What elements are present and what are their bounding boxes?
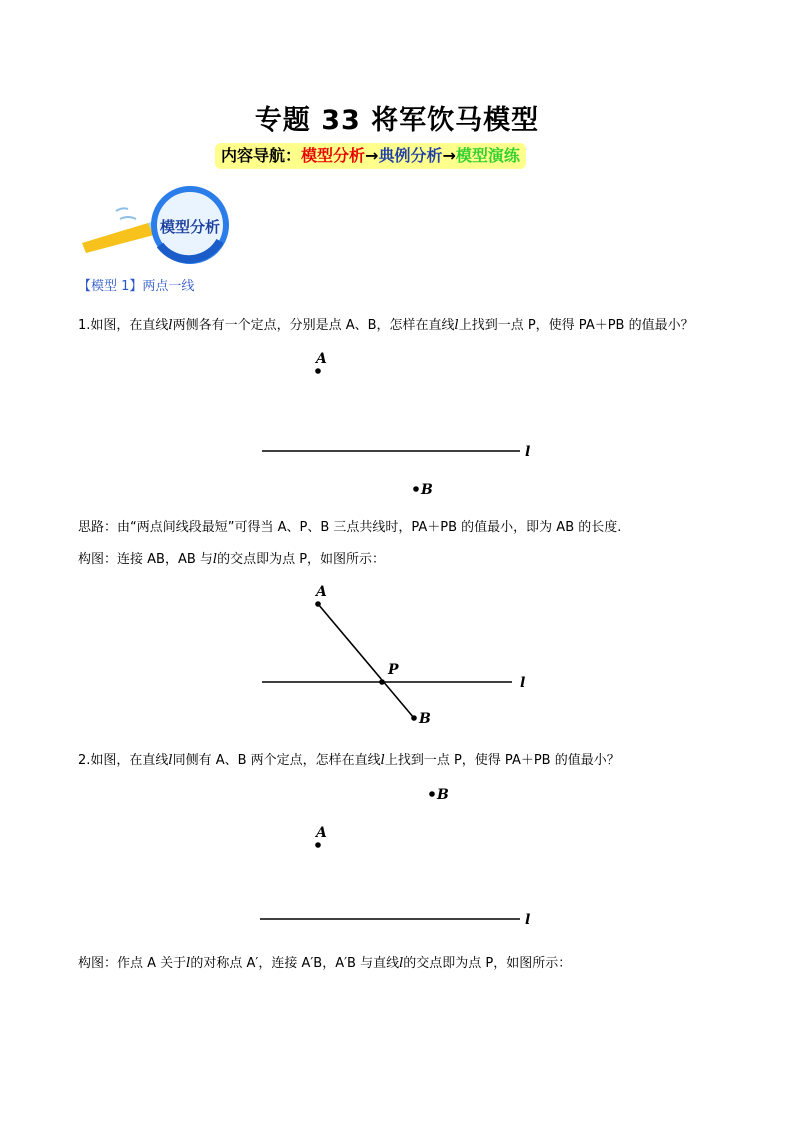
construction-1: 构图：连接 AB，AB 与l的交点即为点 P，如图所示：: [78, 552, 386, 567]
label-b: B: [421, 482, 433, 498]
label-a: A: [316, 351, 327, 367]
label-l: l: [525, 444, 531, 460]
segment-ab: [318, 604, 414, 718]
content-navigation: [215, 143, 526, 169]
page-title: 专题 33 将军饮马模型: [254, 105, 540, 136]
nav-item-model-analysis: 模型分析: [301, 146, 366, 165]
thought-text: 思路：由“两点间线段最短”可得当 A、P、B 三点共线时，PA＋PB 的值最小，即为 AB 的长度.: [78, 520, 622, 535]
figure-1: [250, 345, 550, 505]
construction-2: 构图：作点 A 关于l的对称点 A′，连接 A′B，A′B 与直线l的交点即为点 P，如图所示：: [78, 956, 572, 971]
point-b: [413, 486, 419, 492]
point-p: [379, 679, 385, 685]
label-b: B: [419, 711, 431, 727]
label-a: A: [316, 825, 327, 841]
nav-item-model-practice: 模型演练: [455, 146, 520, 165]
point-a: [315, 368, 321, 374]
label-l: l: [525, 912, 531, 928]
badge-label: 模型分析: [159, 218, 221, 236]
model-1-label: 【模型 1】两点一线: [78, 279, 195, 294]
nav-prefix: 内容导航：: [221, 146, 302, 165]
nav-arrow: →: [442, 146, 456, 165]
figure-3: [250, 780, 550, 940]
label-a: A: [316, 584, 327, 600]
label-b: B: [437, 787, 449, 803]
point-b: [429, 791, 435, 797]
nav-item-example-analysis: 典例分析: [378, 146, 443, 165]
question-2: 2.如图，在直线l同侧有 A、B 两个定点，怎样在直线l上找到一点 P，使得 PA＋PB 的值最小？: [78, 753, 620, 768]
figure-2: [250, 578, 550, 738]
label-l: l: [520, 675, 526, 691]
pencil-icon: [82, 223, 154, 253]
label-p: P: [388, 662, 399, 678]
point-a: [315, 601, 321, 607]
question-1: 1.如图，在直线l两侧各有一个定点，分别是点 A、B，怎样在直线l上找到一点 P，使得 PA＋PB 的值最小？: [78, 318, 694, 333]
nav-arrow: →: [365, 146, 379, 165]
point-b: [411, 715, 417, 721]
point-a: [315, 842, 321, 848]
magnifier-badge: [80, 185, 240, 265]
